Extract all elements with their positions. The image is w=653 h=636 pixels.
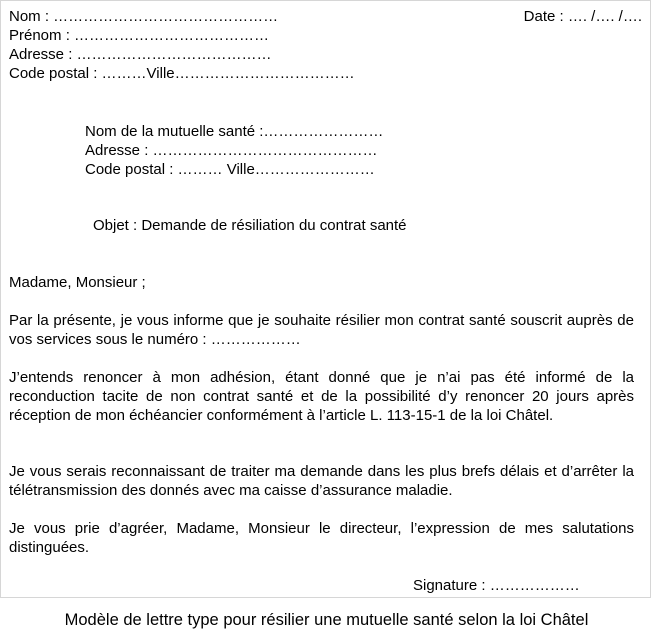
date-field: Date : …. /…. /….	[523, 8, 642, 25]
salutation: Madame, Monsieur ;	[9, 274, 146, 291]
sender-code-postal: Code postal : ………Ville………………………………	[9, 65, 355, 82]
sender-nom: Nom : ………………………………………	[9, 8, 279, 25]
image-caption: Modèle de lettre type pour résilier une mutuelle santé selon la loi Châtel	[64, 611, 589, 629]
paragraph-reason: J’entends renoncer à mon adhésion, étant donné que je n’ai pas été informé de la reconduction tacite de non contrat santé et de la possibilité d’y renoncer 20 jours après réception de mon échéancier conformément à l’article L. 113-15-1 de la loi Châtel.	[9, 369, 634, 424]
paragraph-processing: Je vous serais reconnaissant de traiter ma demande dans les plus brefs délais et d’arrêter la télétransmission des donnés avec ma caisse d’assurance maladie.	[9, 463, 634, 499]
paragraph-closing: Je vous prie d’agréer, Madame, Monsieur le directeur, l’expression de mes salutations distinguées.	[9, 520, 634, 556]
signature-field: Signature : ………………	[413, 577, 580, 594]
recipient-mutuelle: Nom de la mutuelle santé :……………………	[85, 123, 384, 140]
recipient-code-postal: Code postal : ……… Ville……………………	[85, 161, 375, 178]
recipient-adresse: Adresse : ………………………………………	[85, 142, 378, 159]
sender-adresse: Adresse : …………………………………	[9, 46, 272, 63]
letter-subject: Objet : Demande de résiliation du contrat santé	[93, 217, 407, 234]
sender-prenom: Prénom : …………………………………	[9, 27, 270, 44]
paragraph-request: Par la présente, je vous informe que je souhaite résilier mon contrat santé souscrit auprès de vos services sous le numéro : ………………	[9, 312, 634, 348]
